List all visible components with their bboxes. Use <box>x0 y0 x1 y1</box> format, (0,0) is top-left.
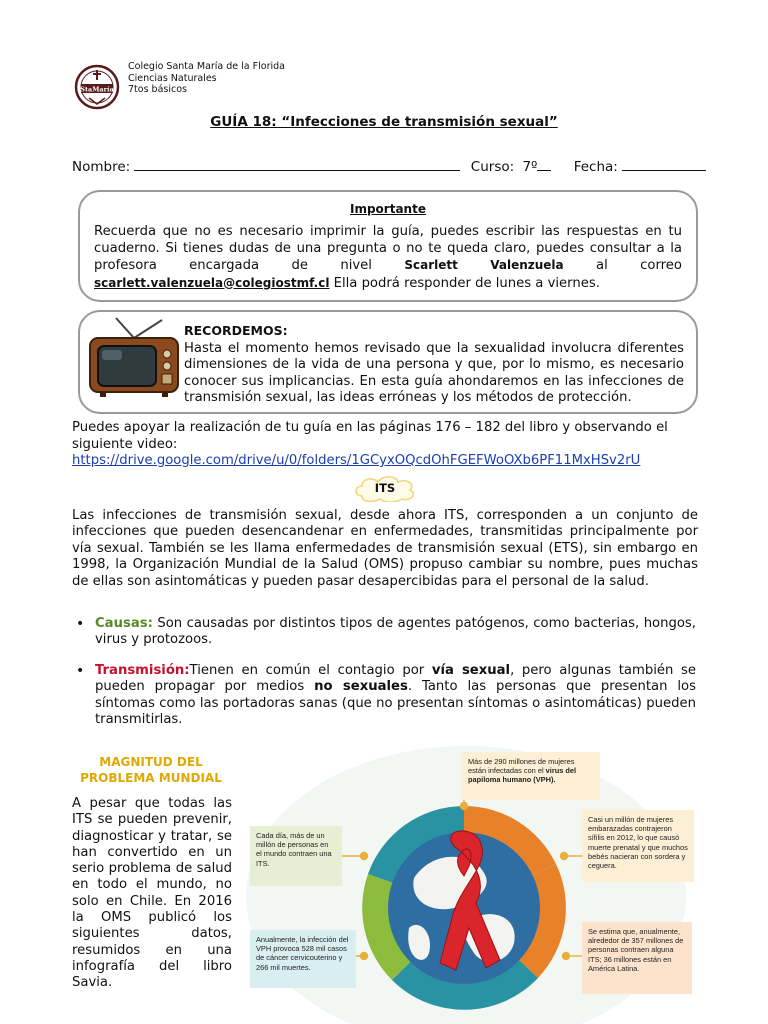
callout-cancer: Anualmente, la infección del VPH provoca 528 mil casos de cáncer cervicouterino y 266 mil muertes. <box>250 930 356 988</box>
transmision-label: Transmisión: <box>95 663 190 678</box>
bullet-icon: • <box>76 663 85 679</box>
svg-text:StaMaría: StaMaría <box>80 85 114 94</box>
curso-label: Curso: <box>470 159 515 175</box>
school-name: Colegio Santa María de la Florida <box>128 61 285 72</box>
apoyo-text: Puedes apoyar la realización de tu guía en las páginas 176 – 182 del libro y observando el siguiente video: https://drive.google.com/drive/u/0/folders/1GCyxOQcdOhFGEFWoOXb6PF11MxHSv2rU <box>72 420 668 468</box>
video-link[interactable]: https://drive.google.com/drive/u/0/folders/1GCyxOQcdOhFGEFWoOXb6PF11MxHSv2rU <box>72 453 641 468</box>
importante-text: Recuerda que no es necesario imprimir la guía, puedes escribir las respuestas en tu cuaderno. Si tienes dudas de una pregunta o no te queda claro, puedes consultar a la profesora encargada de nivel Scarlett Valenzuela al correo scarlett.valenzuela@colegiostmf.cl Ella podrá responder de lunes a viernes. <box>94 224 682 291</box>
recordemos-text: RECORDEMOS: Hasta el momento hemos revisado que la sexualidad involucra diferentes dimensiones de la vida de una persona y que, por lo mismo, es necesario conocer sus implicancias. En esta guía ahondaremos en las infecciones de transmisión sexual, las ideas erróneas y los métodos de protección. <box>184 323 684 405</box>
importante-heading: Importante <box>350 202 426 216</box>
bullet-icon: • <box>76 616 85 632</box>
callout-vph: Más de 290 millones de mujeres están infectadas con el virus del papiloma humano (VPH). <box>462 752 600 800</box>
fecha-field[interactable] <box>622 158 706 171</box>
its-infographic <box>246 746 706 1024</box>
nombre-field[interactable] <box>134 158 460 171</box>
fecha-label: Fecha: <box>573 159 618 175</box>
magnitud-title: MAGNITUD DEL PROBLEMA MUNDIAL <box>80 755 222 785</box>
magnitud-text: A pesar que todas las ITS se pueden prevenir, diagnosticar y tratar, se han convertido en un serio problema de salud en todo el mundo, no solo en Chile. En 2016 la OMS publicó los siguientes datos, resumidos en una infografía del libro Savia. <box>72 796 232 991</box>
school-info <box>128 61 285 96</box>
callout-annual: Se estima que, anualmente, alrededor de 357 millones de personas contraen alguna ITS; 36 millones están en América Latina. <box>582 922 692 994</box>
student-form <box>72 158 706 175</box>
curso-field[interactable] <box>537 158 551 171</box>
teacher-email[interactable]: scarlett.valenzuela@colegiostmf.cl <box>94 275 330 290</box>
tv-icon <box>86 316 182 398</box>
its-label: ITS <box>374 481 396 495</box>
causas-item: • Causas: Son causadas por distintos tipos de agentes patógenos, como bacterias, hongos, virus y protozoos. <box>76 616 696 648</box>
school-logo <box>74 64 120 110</box>
callout-sifilis: Casi un millón de mujeres embarazadas contrajeron sífilis en 2012, lo que causó muerte prenatal y que muchos bebés nacieran con sordera y ceguera. <box>582 810 694 882</box>
importante-box <box>78 190 698 302</box>
curso-value: 7º <box>522 159 538 175</box>
teacher-name: Scarlett Valenzuela <box>404 258 564 272</box>
recordemos-heading: RECORDEMOS: <box>184 323 288 338</box>
grade: 7tos básicos <box>128 84 187 95</box>
intro-paragraph: Las infecciones de transmisión sexual, desde ahora ITS, corresponden a un conjunto de infecciones que pueden desencandenar en enfermedades, transmitidas principalmente por vía sexual. También se les llama enfermedades de transmisión sexual (ETS), sin embargo en 1998, la Organización Mundial de la Salud (OMS) propuso cambiar su nombre, pues muchas de ellas son asintomáticas y pueden pasar desapercibidas para el personal de la salud. <box>72 508 698 589</box>
subject: Ciencias Naturales <box>128 72 217 84</box>
nombre-label: Nombre: <box>72 159 131 175</box>
page-title: GUÍA 18: “Infecciones de transmisión sexual” <box>210 114 558 130</box>
transmision-item: • Transmisión:Tienen en común el contagio por vía sexual, pero algunas también se pueden propagar por medios no sexuales. Tanto las personas que presentan los síntomas como las portadoras sanas (que no presentan síntomas o asintomáticas) pueden transmitirlas. <box>76 663 696 728</box>
causas-label: Causas: <box>95 616 153 631</box>
callout-daily: Cada día, más de un millón de personas en el mundo contraen una ITS. <box>250 826 342 886</box>
